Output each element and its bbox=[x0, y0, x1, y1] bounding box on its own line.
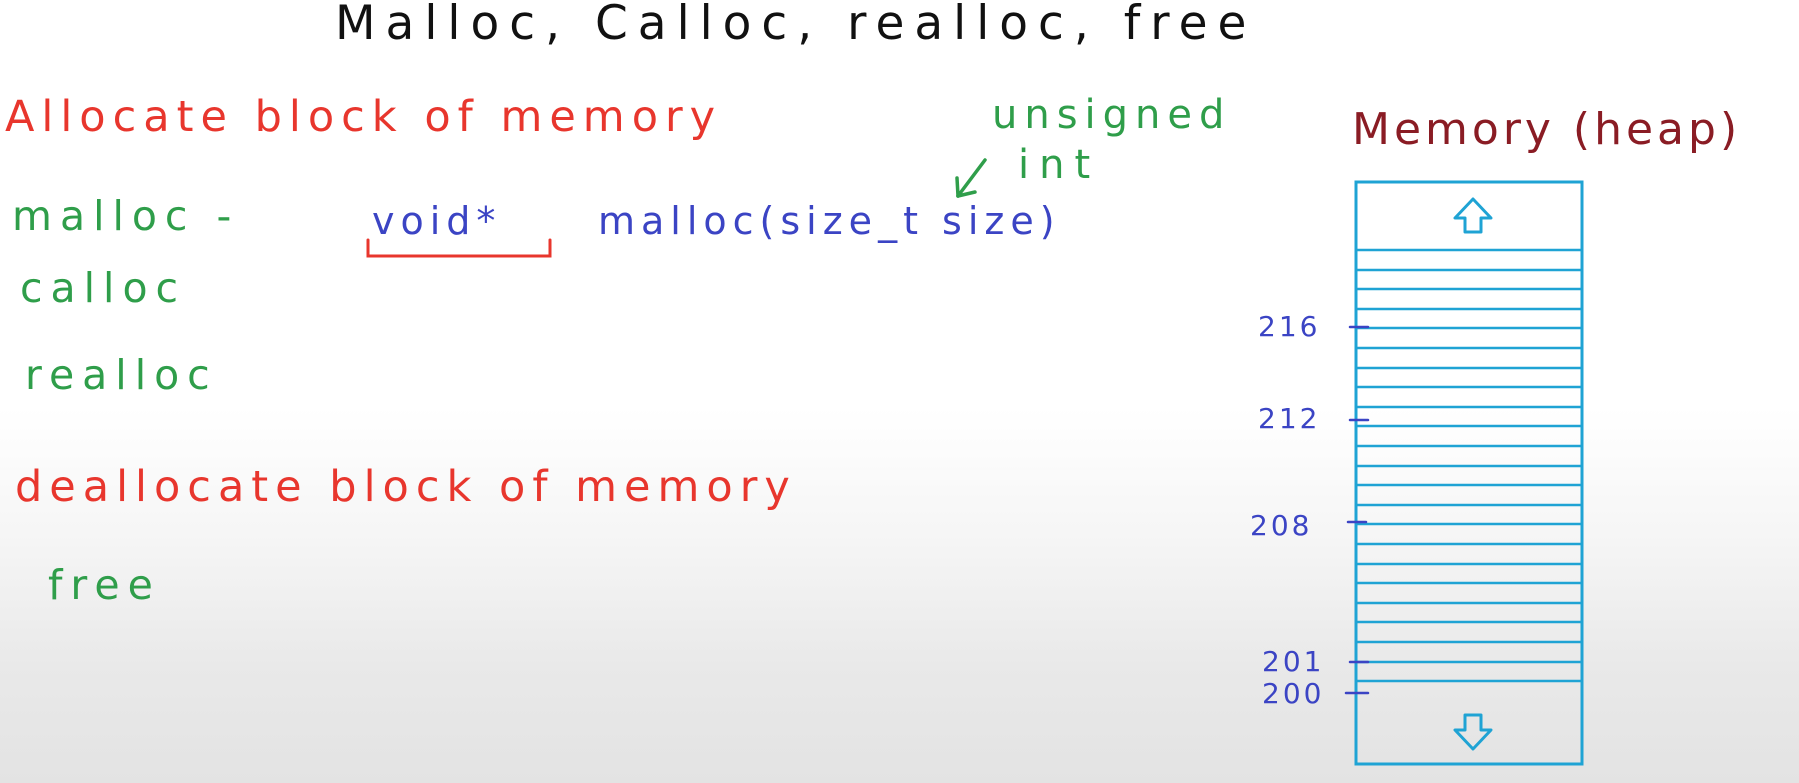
free-label: free bbox=[48, 561, 161, 609]
address-label-212: 212 bbox=[1258, 402, 1321, 435]
address-label-200: 200 bbox=[1262, 677, 1325, 710]
memory-heap-title: Memory (heap) bbox=[1352, 104, 1742, 155]
malloc-signature: malloc(size_t size) bbox=[598, 199, 1061, 243]
up-arrow-icon bbox=[1455, 199, 1491, 232]
calloc-label: calloc bbox=[20, 264, 187, 312]
page-title: Malloc, Calloc, realloc, free bbox=[335, 0, 1257, 51]
unsigned-note: unsigned bbox=[992, 92, 1232, 138]
deallocate-heading: deallocate block of memory bbox=[15, 462, 797, 512]
int-note: int bbox=[1018, 142, 1101, 188]
down-arrow-icon bbox=[1455, 715, 1491, 749]
realloc-label: realloc bbox=[25, 351, 218, 399]
address-label-201: 201 bbox=[1262, 645, 1325, 678]
size-t-arrow bbox=[957, 160, 985, 196]
heap-memory-column bbox=[1356, 182, 1582, 764]
return-type-label: void* bbox=[372, 199, 502, 243]
void-underline-bracket bbox=[368, 240, 550, 256]
heap-rows bbox=[1357, 250, 1581, 681]
malloc-label: malloc - bbox=[12, 192, 240, 240]
address-label-216: 216 bbox=[1258, 310, 1321, 343]
address-label-208: 208 bbox=[1250, 509, 1313, 542]
allocate-heading: Allocate block of memory bbox=[5, 92, 723, 142]
